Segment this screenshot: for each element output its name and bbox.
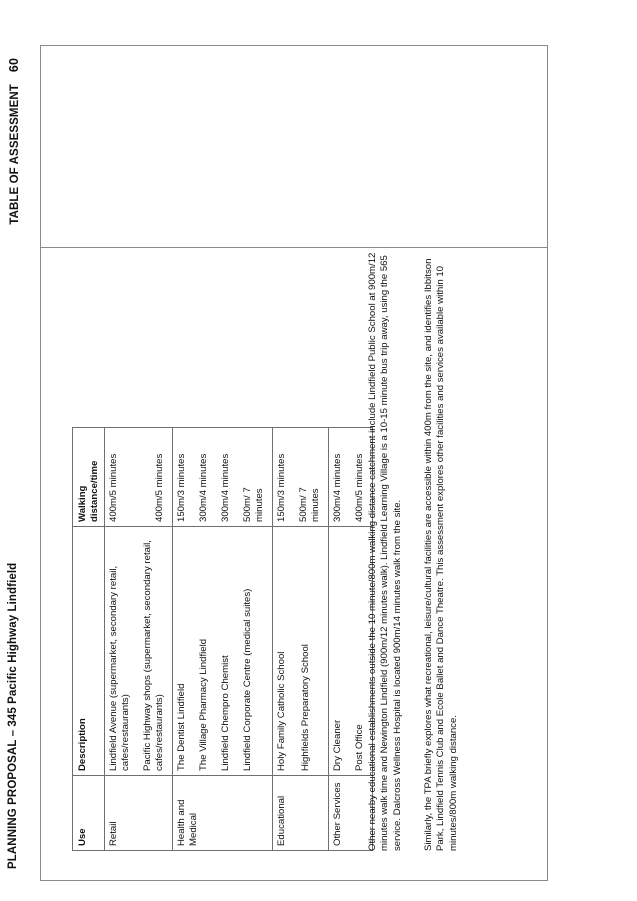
table-header-row [73,428,105,851]
description-entry: Dry Cleaner [332,719,343,771]
description-entry: The Dentist Lindfield [176,683,187,771]
walking-entry: 400m/5 minutes [154,453,165,522]
use-cell: Educational [273,776,329,851]
walking-entry: 150m/3 minutes [176,453,187,522]
section-title: TABLE OF ASSESSMENT [9,84,21,225]
frame-divider [40,247,548,248]
walking-entry: 500m/ 7 minutes [298,487,321,522]
walking-entry: 400m/5 minutes [354,453,365,522]
header-description: Description [73,527,105,776]
paragraph-nearby-educational: Other nearby educational establishments outside the 10 minute/800m walking distance catchment include Lindfield Public School at 900m/12 minutes walk time and Newington Lindfield (900m/12 minutes walk). Lindfield Learning Village is a 10-15 minute bus trip away, using the 565 service. Dalcross Wellness Hospital is located 900m/14 minutes walk from the site. [367,252,403,851]
running-header-right [7,58,21,225]
walking-entry: 150m/3 minutes [276,453,287,522]
use-cell: Other Services [329,776,373,851]
description-entry: Lindfield Avenue (supermarket, secondary retail, cafes/restaurants) [108,565,131,771]
use-cell: Health and Medical [173,776,273,851]
walking-entry: 300m/4 minutes [332,453,343,522]
description-entry: Lindfield Corporate Centre (medical suites) [242,588,253,771]
page-number: 60 [7,58,21,73]
walking-entry: 400m/5 minutes [108,453,119,522]
description-entry: The Village Pharmacy Lindfield [198,638,209,771]
table-row [173,428,273,851]
walking-cell [173,428,273,527]
walking-cell [329,428,373,527]
table-row [329,428,373,851]
walking-cell [105,428,173,527]
paragraph-recreational-facilities: Similarly, the TPA briefly explores what recreational, leisure/cultural facilities are accessible within 400m from the site, and identifies Ibbitson Park, Lindfield Tennis Club and Ecole Ballet and Dance Theatre. This assessment explores other facilities and services available within 10 minutes/800m walking distance. [423,258,459,851]
description-cell [105,527,173,776]
header-walking: Walking distance/time [73,428,105,527]
walking-cell [273,428,329,527]
description-entry: Pacific Highway shops (supermarket, secondary retail, cafes/restaurants) [142,540,165,771]
use-cell: Retail [105,776,173,851]
table-row [105,428,173,851]
description-cell [329,527,373,776]
description-entry: Lindfield Chempro Chemist [220,655,231,771]
walking-distance-table [72,427,373,851]
document-title: PLANNING PROPOSAL – 345 Pacific Highway Lindfield [7,562,19,869]
header-use: Use [73,776,105,851]
description-cell [173,527,273,776]
description-entry: Holy Family Catholic School [276,651,287,771]
walking-entry: 300m/4 minutes [198,453,209,522]
description-entry: Post Office [354,724,365,771]
table-row [273,428,329,851]
description-cell [273,527,329,776]
walking-entry: 300m/4 minutes [220,453,231,522]
description-entry: Highfields Preparatory School [300,644,311,771]
walking-entry: 500m/ 7 minutes [242,487,265,522]
